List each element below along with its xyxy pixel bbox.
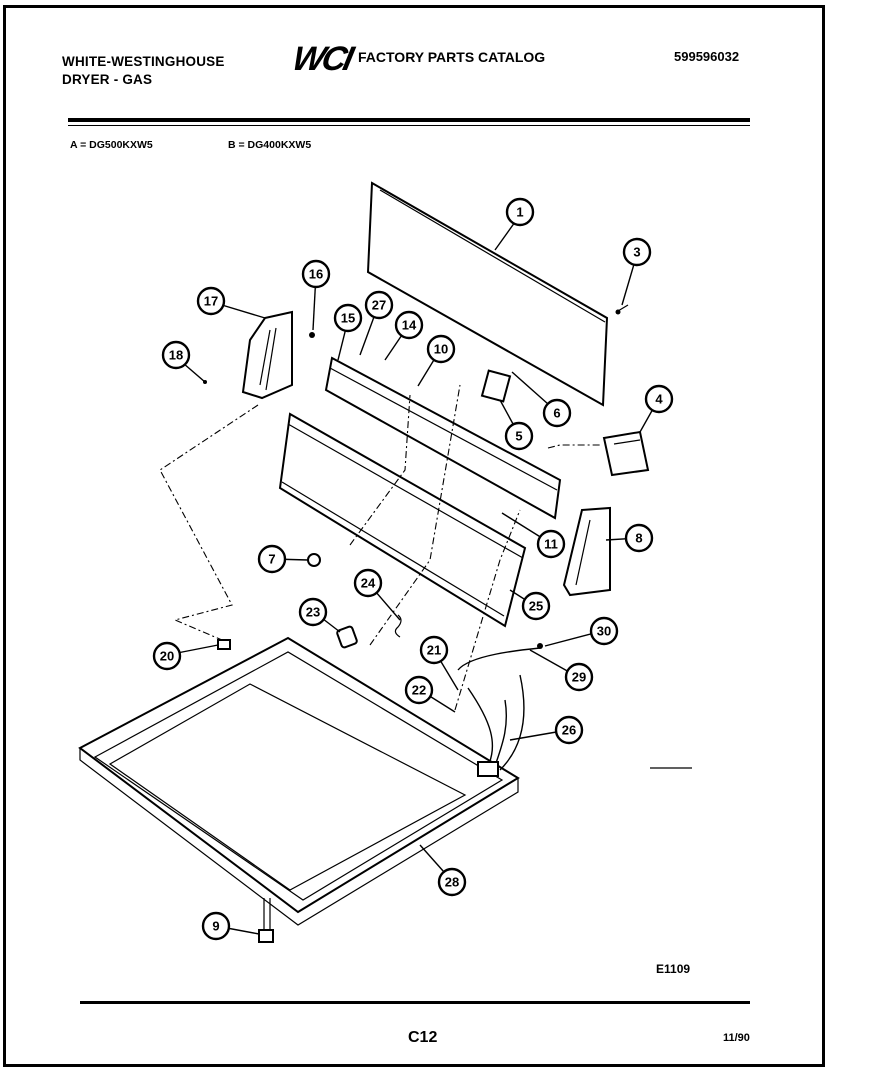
svg-text:21: 21 bbox=[426, 642, 442, 658]
callout-26 bbox=[556, 717, 582, 743]
model-a: A = DG500KXW5 bbox=[70, 139, 153, 151]
grommet-20 bbox=[218, 640, 230, 649]
page-number: C12 bbox=[408, 1029, 438, 1046]
screw-3 bbox=[616, 305, 629, 315]
svg-text:15: 15 bbox=[340, 310, 356, 326]
catalog-title: FACTORY PARTS CATALOG bbox=[358, 49, 546, 65]
callout-15 bbox=[335, 305, 361, 331]
knob-23 bbox=[336, 626, 357, 648]
callout-7 bbox=[259, 546, 285, 572]
callout-9 bbox=[203, 913, 229, 939]
callout-1 bbox=[507, 199, 533, 225]
knob-7 bbox=[308, 554, 320, 566]
callout-30 bbox=[591, 618, 617, 644]
callout-25 bbox=[523, 593, 549, 619]
callout-27 bbox=[366, 292, 392, 318]
callout-18 bbox=[163, 342, 189, 368]
left-bracket bbox=[243, 312, 292, 398]
switch-block bbox=[604, 432, 648, 475]
model-b: B = DG400KXW5 bbox=[228, 139, 312, 151]
svg-text:14: 14 bbox=[401, 317, 417, 333]
callout-14 bbox=[396, 312, 422, 338]
svg-text:5: 5 bbox=[515, 428, 523, 444]
svg-text:7: 7 bbox=[268, 551, 276, 567]
callout-22 bbox=[406, 677, 432, 703]
end-cap bbox=[564, 508, 610, 595]
diagram-code: E1109 bbox=[656, 962, 691, 976]
callout-6a bbox=[544, 400, 570, 426]
callout-5 bbox=[506, 423, 532, 449]
callout-17 bbox=[198, 288, 224, 314]
svg-text:9: 9 bbox=[212, 918, 220, 934]
svg-text:11: 11 bbox=[544, 536, 558, 552]
svg-text:27: 27 bbox=[371, 297, 387, 313]
svg-text:20: 20 bbox=[159, 648, 175, 664]
callout-10 bbox=[428, 336, 454, 362]
callout-23 bbox=[300, 599, 326, 625]
footer-rule bbox=[80, 1001, 750, 1004]
svg-text:22: 22 bbox=[411, 682, 427, 698]
svg-text:18: 18 bbox=[168, 347, 184, 363]
svg-text:28: 28 bbox=[444, 874, 460, 890]
callout-21 bbox=[421, 637, 447, 663]
svg-text:26: 26 bbox=[561, 722, 577, 738]
callout-24 bbox=[355, 570, 381, 596]
svg-text:25: 25 bbox=[528, 598, 544, 614]
product-type: DRYER - GAS bbox=[62, 72, 153, 87]
svg-text:29: 29 bbox=[571, 669, 587, 685]
callout-4 bbox=[646, 386, 672, 412]
callout-11 bbox=[538, 531, 564, 557]
brand-name: WHITE-WESTINGHOUSE bbox=[62, 54, 225, 69]
svg-text:23: 23 bbox=[305, 604, 321, 620]
timer-component bbox=[482, 371, 510, 402]
catalog-number: 599596032 bbox=[674, 49, 740, 64]
callout-3 bbox=[624, 239, 650, 265]
svg-text:24: 24 bbox=[360, 575, 376, 591]
svg-text:1: 1 bbox=[516, 204, 524, 220]
svg-text:3: 3 bbox=[633, 244, 641, 260]
callout-28 bbox=[439, 869, 465, 895]
callout-20 bbox=[154, 643, 180, 669]
clip-30 bbox=[537, 643, 543, 649]
svg-text:4: 4 bbox=[655, 391, 663, 407]
wire-29 bbox=[458, 648, 540, 670]
svg-text:6: 6 bbox=[553, 405, 561, 421]
callout-29 bbox=[566, 664, 592, 690]
svg-text:16: 16 bbox=[308, 266, 324, 282]
svg-text:8: 8 bbox=[635, 530, 643, 546]
clip-16 bbox=[309, 332, 315, 338]
svg-text:17: 17 bbox=[203, 293, 219, 309]
wci-logo: WCI bbox=[289, 40, 355, 78]
callout-16 bbox=[303, 261, 329, 287]
catalog-date: 11/90 bbox=[723, 1032, 750, 1044]
svg-text:30: 30 bbox=[596, 623, 612, 639]
svg-text:10: 10 bbox=[433, 341, 449, 357]
callout-8 bbox=[626, 525, 652, 551]
